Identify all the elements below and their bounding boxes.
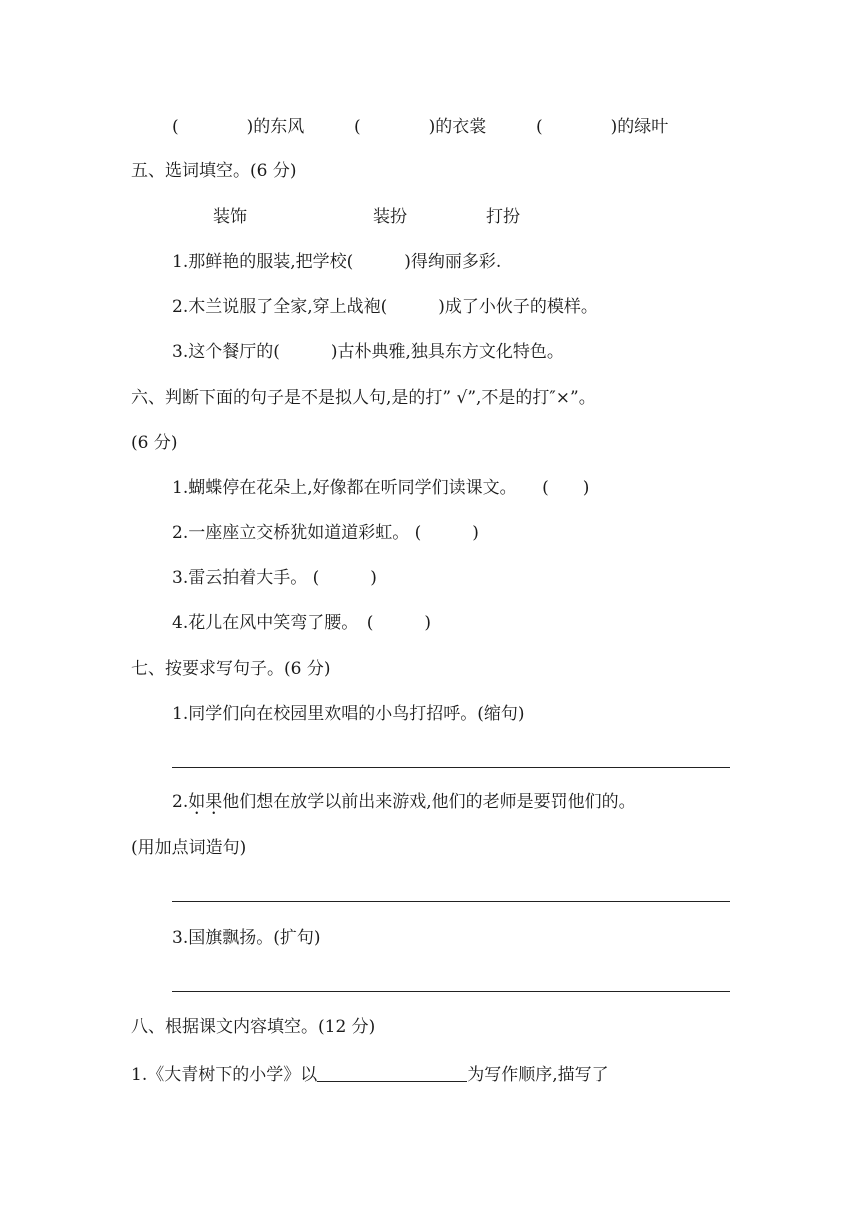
q7-item-2-cont: (用加点词造句) [131,838,247,858]
q7-heading: 七、按要求写句子。(6 分) [131,659,331,679]
q6-item-3: 3.雷云拍着大手。 ( ) [172,568,377,588]
q6-heading-cont: (6 分) [131,433,178,453]
q5-item-1: 1.那鲜艳的服装,把学校( )得绚丽多彩. [172,252,502,272]
q8-item-1-prefix: 1.《大青树下的小学》以 [131,1065,318,1085]
q6-item-1: 1.蝴蝶停在花朵上,好像都在听同学们读课文。 ( ) [172,478,590,498]
q7-answer-line-3 [172,991,730,992]
emphasis-char-2: 果 [205,792,223,812]
q7-item-2-rest: 他们想在放学以前出来游戏,他们的老师是要罚他们的。 [222,792,636,812]
q5-item-2: 2.木兰说服了全家,穿上战袍( )成了小伙子的模样。 [172,297,598,317]
q5-option-2: 装扮 [373,207,407,227]
q4-blank-2: ( )的衣裳 [354,117,487,137]
q7-answer-line-1 [172,767,730,768]
q8-heading: 八、根据课文内容填空。(12 分) [131,1017,376,1037]
q4-blank-3: ( )的绿叶 [536,117,669,137]
q5-heading: 五、选词填空。(6 分) [131,161,297,181]
q6-heading: 六、判断下面的句子是不是拟人句,是的打” √”,不是的打″×”。 [131,388,596,408]
q6-item-4: 4.花儿在风中笑弯了腰。 ( ) [172,613,431,633]
q7-answer-line-2 [172,901,730,902]
q4-blank-1: ( )的东风 [172,117,305,137]
q8-item-1 [131,1063,609,1086]
emphasis-char-1: 如 [188,792,206,812]
q7-item-2 [172,791,636,813]
q8-fill-blank [317,1063,467,1082]
q7-item-1: 1.同学们向在校园里欢唱的小鸟打招呼。(缩句) [172,704,525,724]
q5-option-1: 装饰 [213,207,247,227]
q7-item-3: 3.国旗飘扬。(扩句) [172,928,321,948]
q8-item-1-suffix: 为写作顺序,描写了 [467,1065,609,1085]
q5-option-3: 打扮 [486,207,520,227]
q6-item-2: 2.一座座立交桥犹如道道彩虹。 ( ) [172,523,479,543]
q5-item-3: 3.这个餐厅的( )古朴典雅,独具东方文化特色。 [172,342,564,362]
q7-item-2-prefix: 2. [172,792,189,812]
